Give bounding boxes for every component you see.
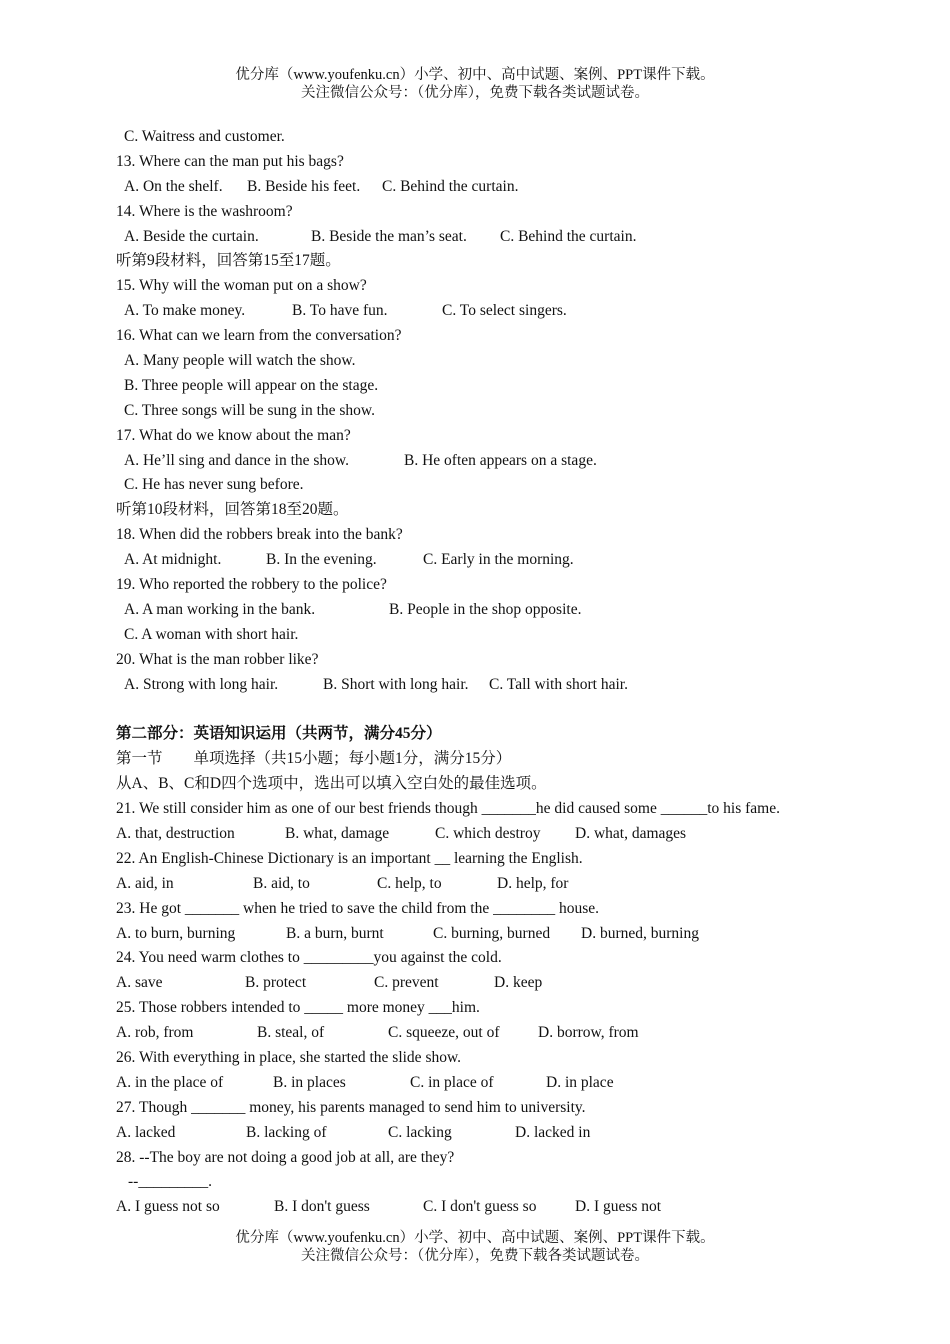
q16-option-b: B. Three people will appear on the stage. <box>124 376 379 394</box>
q17-options <box>116 449 846 474</box>
q26-stem: 26. With everything in place, she started the slide show. <box>116 1048 462 1066</box>
q23-options <box>116 922 846 947</box>
q13-option-a: A. On the shelf. <box>124 177 223 195</box>
q27-option-b: B. lacking of <box>246 1123 327 1141</box>
section-gap <box>116 697 846 722</box>
q13-options <box>116 175 846 200</box>
q27-option-c: C. lacking <box>388 1123 452 1141</box>
q25-stem: 25. Those robbers intended to _____ more money ___him. <box>116 999 480 1017</box>
part-2-instruction: 从A、B、C和D四个选项中，选出可以填入空白处的最佳选项。 <box>116 775 547 793</box>
q18-option-a: A. At midnight. <box>124 551 222 569</box>
q21-option-a: A. that, destruction <box>116 824 235 842</box>
q25-option-b: B. steal, of <box>257 1024 325 1042</box>
q25-option-a: A. rob, from <box>116 1024 194 1042</box>
page-header <box>0 66 950 102</box>
part-2-title: 第二部分：英语知识运用（共两节，满分45分） <box>116 725 442 743</box>
q19-options <box>116 598 846 623</box>
q25-option-d: D. borrow, from <box>538 1024 639 1042</box>
q26-option-a: A. in the place of <box>116 1073 224 1091</box>
q25-option-c: C. squeeze, out of <box>388 1024 500 1042</box>
q26-option-d: D. in place <box>546 1073 614 1091</box>
q20-option-b: B. Short with long hair. <box>323 675 469 693</box>
q17-option-a: A. He’ll sing and dance in the show. <box>124 451 349 469</box>
q23-option-c: C. burning, burned <box>433 924 551 942</box>
q15-option-a: A. To make money. <box>124 302 246 320</box>
q14-option-c: C. Behind the curtain. <box>500 227 637 245</box>
q22-option-b: B. aid, to <box>253 874 310 892</box>
q19-stem: 19. Who reported the robbery to the police? <box>116 576 387 594</box>
section-9-instruction: 听第9段材料，回答第15至17题。 <box>116 252 341 270</box>
q18-options <box>116 548 846 573</box>
q22-options <box>116 872 846 897</box>
q21-option-b: B. what, damage <box>285 824 390 842</box>
exam-content <box>116 125 846 1220</box>
q27-option-d: D. lacked in <box>515 1123 591 1141</box>
q19-option-c: C. A woman with short hair. <box>124 625 299 643</box>
q24-options <box>116 971 846 996</box>
q14-stem: 14. Where is the washroom? <box>116 202 293 220</box>
q20-stem: 20. What is the man robber like? <box>116 650 319 668</box>
q16-option-a: A. Many people will watch the show. <box>124 352 356 370</box>
q15-options <box>116 299 846 324</box>
q27-options <box>116 1121 846 1146</box>
q17-stem: 17. What do we know about the man? <box>116 426 351 444</box>
q28-options <box>116 1195 846 1220</box>
q16-option-c: C. Three songs will be sung in the show. <box>124 401 375 419</box>
q15-option-c: C. To select singers. <box>442 302 567 320</box>
q21-option-d: D. what, damages <box>575 824 687 842</box>
q12-option-c: C. Waitress and customer. <box>124 128 285 145</box>
q24-option-d: D. keep <box>494 974 543 992</box>
page-footer <box>0 1229 950 1265</box>
q27-stem: 27. Though _______ money, his parents managed to send him to university. <box>116 1098 586 1116</box>
q13-option-b: B. Beside his feet. <box>247 177 361 195</box>
q23-option-b: B. a burn, burnt <box>286 924 384 942</box>
q21-stem: 21. We still consider him as one of our best friends though _______he did caused some ______to his fame. <box>116 800 780 818</box>
q16-stem: 16. What can we learn from the conversation? <box>116 327 402 345</box>
section-10-instruction: 听第10段材料，回答第18至20题。 <box>116 501 349 519</box>
q27-option-a: A. lacked <box>116 1123 176 1141</box>
q18-stem: 18. When did the robbers break into the bank? <box>116 526 403 544</box>
q26-option-c: C. in place of <box>410 1073 494 1091</box>
q22-option-c: C. help, to <box>377 874 442 892</box>
q23-option-d: D. burned, burning <box>581 924 699 942</box>
q26-option-b: B. in places <box>273 1073 346 1091</box>
section-1-title: 第一节 单项选择（共15小题；每小题1分，满分15分） <box>116 750 512 768</box>
q19-option-b: B. People in the shop opposite. <box>389 600 582 618</box>
q17-option-b: B. He often appears on a stage. <box>404 451 597 469</box>
q24-option-b: B. protect <box>245 974 307 992</box>
q21-option-c: C. which destroy <box>435 824 541 842</box>
q15-stem: 15. Why will the woman put on a show? <box>116 277 367 295</box>
q21-options <box>116 822 846 847</box>
q14-option-a: A. Beside the curtain. <box>124 227 259 245</box>
q22-option-d: D. help, for <box>497 874 569 892</box>
q28-option-c: C. I don't guess so <box>423 1198 537 1216</box>
q19-option-a: A. A man working in the bank. <box>124 600 316 618</box>
q15-option-b: B. To have fun. <box>292 302 388 320</box>
q23-stem: 23. He got _______ when he tried to save the child from the ________ house. <box>116 899 599 917</box>
footer-line-2: 关注微信公众号：（优分库），免费下载各类试题试卷。 <box>301 1248 649 1264</box>
q28-option-d: D. I guess not <box>575 1198 662 1216</box>
q28-answer-line: --_________. <box>128 1173 212 1191</box>
q24-stem: 24. You need warm clothes to _________you against the cold. <box>116 949 502 967</box>
q28-stem: 28. --The boy are not doing a good job at all, are they? <box>116 1148 455 1166</box>
q28-option-b: B. I don't guess <box>274 1198 370 1216</box>
header-line-1: 优分库（www.youfenku.cn）小学、初中、高中试题、案例、PPT课件下载。 <box>235 67 715 83</box>
q22-stem: 22. An English-Chinese Dictionary is an important __ learning the English. <box>116 849 583 867</box>
q20-options <box>116 673 846 698</box>
q17-option-c: C. He has never sung before. <box>124 476 304 494</box>
header-line-2: 关注微信公众号：（优分库），免费下载各类试题试卷。 <box>301 85 649 101</box>
q23-option-a: A. to burn, burning <box>116 924 236 942</box>
q25-options <box>116 1021 846 1046</box>
q28-option-a: A. I guess not so <box>116 1198 220 1216</box>
q13-option-c: C. Behind the curtain. <box>382 177 519 195</box>
q18-option-c: C. Early in the morning. <box>423 551 574 569</box>
q14-options <box>116 225 846 250</box>
q24-option-a: A. save <box>116 974 163 992</box>
q22-option-a: A. aid, in <box>116 874 174 892</box>
q24-option-c: C. prevent <box>374 974 439 992</box>
q20-option-c: C. Tall with short hair. <box>489 675 628 693</box>
q20-option-a: A. Strong with long hair. <box>124 675 279 693</box>
q18-option-b: B. In the evening. <box>266 551 377 569</box>
q26-options <box>116 1071 846 1096</box>
footer-line-1: 优分库（www.youfenku.cn）小学、初中、高中试题、案例、PPT课件下载。 <box>235 1230 715 1246</box>
q14-option-b: B. Beside the man’s seat. <box>311 227 467 245</box>
q13-stem: 13. Where can the man put his bags? <box>116 152 344 170</box>
